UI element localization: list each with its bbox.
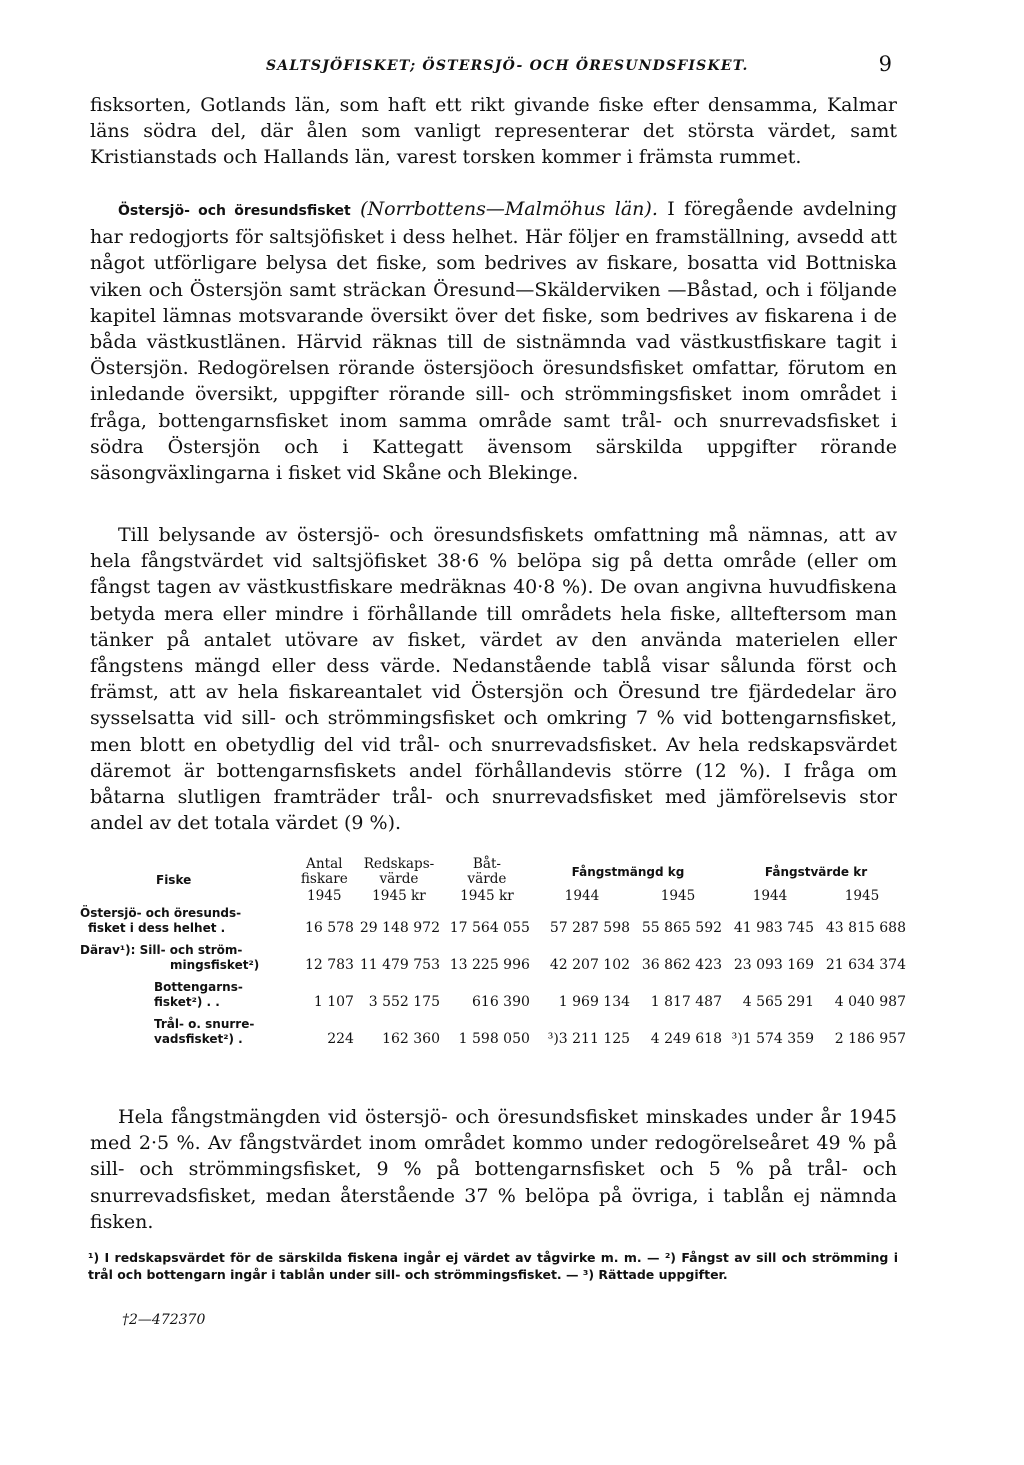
cell-mangd-1944: 1 969 134 xyxy=(558,994,631,1010)
table-row xyxy=(78,905,908,942)
cell-redskap: 162 360 xyxy=(382,1031,440,1047)
paragraph-2 xyxy=(90,196,897,486)
row-label: Trål- o. snurre- vadsfisket²) . xyxy=(154,1017,255,1046)
cell-bat: 1 598 050 xyxy=(458,1031,530,1047)
paragraph-3: Till belysande av östersjö- och öresundsfiskets omfattning må nämnas, att av hela fångstvärdet vid saltsjöfisket 38·6 % belöpa sig på detta område (eller om fångst tagen av västkustfiskare medräknas 40·8 %). De ovan angivna huvudfiskena betyda mera eller mindre i förhållande till områdets hela fiske, allteftersom man tänker på antalet utövare av fisket, värdet av den använda materielen eller fångstens mängd eller dess värde. Nedanstående tablå visar sålunda först och främst, att av hela fiskareantalet vid Östersjön och Öresund tre fjärdedelar äro sysselsatta vid sill- och strömmingsfisket och omkring 7 % vid bottengarnsfisket, men blott en obetydlig del vid trål- och snurrevadsfisket. Av hela redskapsvärdet däremot är bottengarnsfiskets andel förhållandevis större (12 %). I fråga om båtarna slutligen framträder trål- och snurrevadsfisket med jämförelsevis stor andel av det totala värdet (9 %). xyxy=(90,524,897,835)
print-signature: †2—472370 xyxy=(122,1312,206,1328)
cell-antal: 16 578 xyxy=(304,920,354,936)
paragraph-4: Hela fångstmängden vid östersjö- och öresundsfisket minskades under år 1945 med 2·5 %. Av fångstvärdet inom området kommo under redogörelseåret 49 % på sill- och strömmingsfisket, 9 % på bottengarnsfisket och 5 % på trål- och snurrevadsfisket, medan återstående 37 % belöpa på övriga, i tablån ej nämnda fisken. xyxy=(90,1106,897,1233)
header-fangstmangd: Fångstmängd kg xyxy=(571,864,685,879)
footnotes: ¹) I redskapsvärdet för de särskilda fiskena ingår ej värdet av tågvirke m. m. — ²) Fångst av sill och strömming i trål och bottengarn ingår i tablån under sill- och strömmingsfisket. — ³) Rättade uppgifter. xyxy=(88,1250,898,1282)
header-batvarde: Båt- värde xyxy=(467,856,507,887)
cell-antal: 224 xyxy=(327,1031,354,1047)
cell-redskap: 11 479 753 xyxy=(359,957,440,973)
cell-mangd-1944: 42 207 102 xyxy=(549,957,631,973)
row-label: Därav¹): Sill- och ström- mingsfisket²) xyxy=(80,943,260,972)
cell-mangd-1945: 55 865 592 xyxy=(641,920,723,936)
table-row xyxy=(78,942,908,979)
cell-varde-1945: 43 815 688 xyxy=(825,920,906,936)
cell-redskap: 29 148 972 xyxy=(359,920,440,936)
header-antal: Antal fiskare xyxy=(300,856,348,887)
cell-antal: 1 107 xyxy=(313,994,354,1010)
cell-mangd-1945: 4 249 618 xyxy=(650,1031,723,1047)
cell-mangd-1944: ³)3 211 125 xyxy=(547,1031,631,1047)
table-row xyxy=(78,1016,908,1053)
cell-bat: 13 225 996 xyxy=(449,957,530,973)
cell-varde-1944: 41 983 745 xyxy=(733,920,814,936)
cell-mangd-1944: 57 287 598 xyxy=(549,920,631,936)
header-antal-year: 1945 xyxy=(306,888,342,904)
cell-bat: 17 564 055 xyxy=(449,920,530,936)
header-varde-1945: 1945 xyxy=(844,888,880,904)
header-mangd-1944: 1944 xyxy=(564,888,600,904)
running-title: SALTSJÖFISKET; ÖSTERSJÖ- OCH ÖRESUNDSFISKET. xyxy=(266,58,749,74)
cell-varde-1945: 4 040 987 xyxy=(834,994,906,1010)
header-fiske: Fiske xyxy=(156,873,192,887)
cell-antal: 12 783 xyxy=(304,957,354,973)
cell-redskap: 3 552 175 xyxy=(368,994,440,1010)
cell-varde-1944: 23 093 169 xyxy=(733,957,814,973)
header-redskap-year: 1945 kr xyxy=(372,888,426,904)
cell-varde-1945: 2 186 957 xyxy=(834,1031,906,1047)
cell-mangd-1945: 36 862 423 xyxy=(641,957,723,973)
header-varde-1944: 1944 xyxy=(752,888,788,904)
header-fangstvarde: Fångstvärde kr xyxy=(764,864,868,879)
section-heading-region: (Norrbottens—Malmöhus län). xyxy=(360,198,658,220)
cell-varde-1944: 4 565 291 xyxy=(742,994,814,1010)
page-number: 9 xyxy=(878,52,892,76)
header-bat-year: 1945 kr xyxy=(460,888,514,904)
header-redskapsvarde: Redskaps- värde xyxy=(363,856,435,887)
cell-varde-1944: ³)1 574 359 xyxy=(731,1031,814,1047)
row-label: Bottengarns- fisket²) . . xyxy=(154,980,243,1009)
header-mangd-1945: 1945 xyxy=(660,888,696,904)
cell-mangd-1945: 1 817 487 xyxy=(650,994,723,1010)
cell-bat: 616 390 xyxy=(472,994,530,1010)
paragraph-1: fisksorten, Gotlands län, som haft ett rikt givande fiske efter densamma, Kalmar läns södra del, där ålen som vanligt representerar det största värdet, samt Kristianstads och Hallands län, varest torsken kommer i främsta rummet. xyxy=(90,94,897,169)
table-row xyxy=(78,979,908,1016)
row-label: Östersjö- och öresunds- fisket i dess helhet . xyxy=(80,906,242,935)
statistics-table xyxy=(78,856,908,1053)
paragraph-2-text: I föregående avdelning har redogjorts för saltsjöfisket i dess helhet. Här följer en framställning, avsedd att något utförligare belysa det fiske, som bedrives av fiskare, bosatta vid Bottniska viken och Östersjön samt sträckan Öresund—Skälderviken —Båstad, och i följande kapitel lämnas motsvarande översikt över det fiske, som bedrives av fiskarena i de båda västkustlänen. Härvid räknas till de sistnämnda vad västkustfiskare tagit i Östersjön. Redogörelsen rörande östersjöoch öresundsfisket omfattar, förutom en inledande översikt, uppgifter rörande sill- och strömmingsfisket inom området i fråga, bottengarnsfisket inom samma område samt trål- och snurrevadsfisket i södra Östersjön och i Kattegatt ävensom särskilda uppgifter rörande säsongväxlingarna i fisket vid Skåne och Blekinge. xyxy=(90,198,897,485)
cell-varde-1945: 21 634 374 xyxy=(825,957,906,973)
section-heading: Östersjö- och öresundsfisket xyxy=(118,203,351,219)
